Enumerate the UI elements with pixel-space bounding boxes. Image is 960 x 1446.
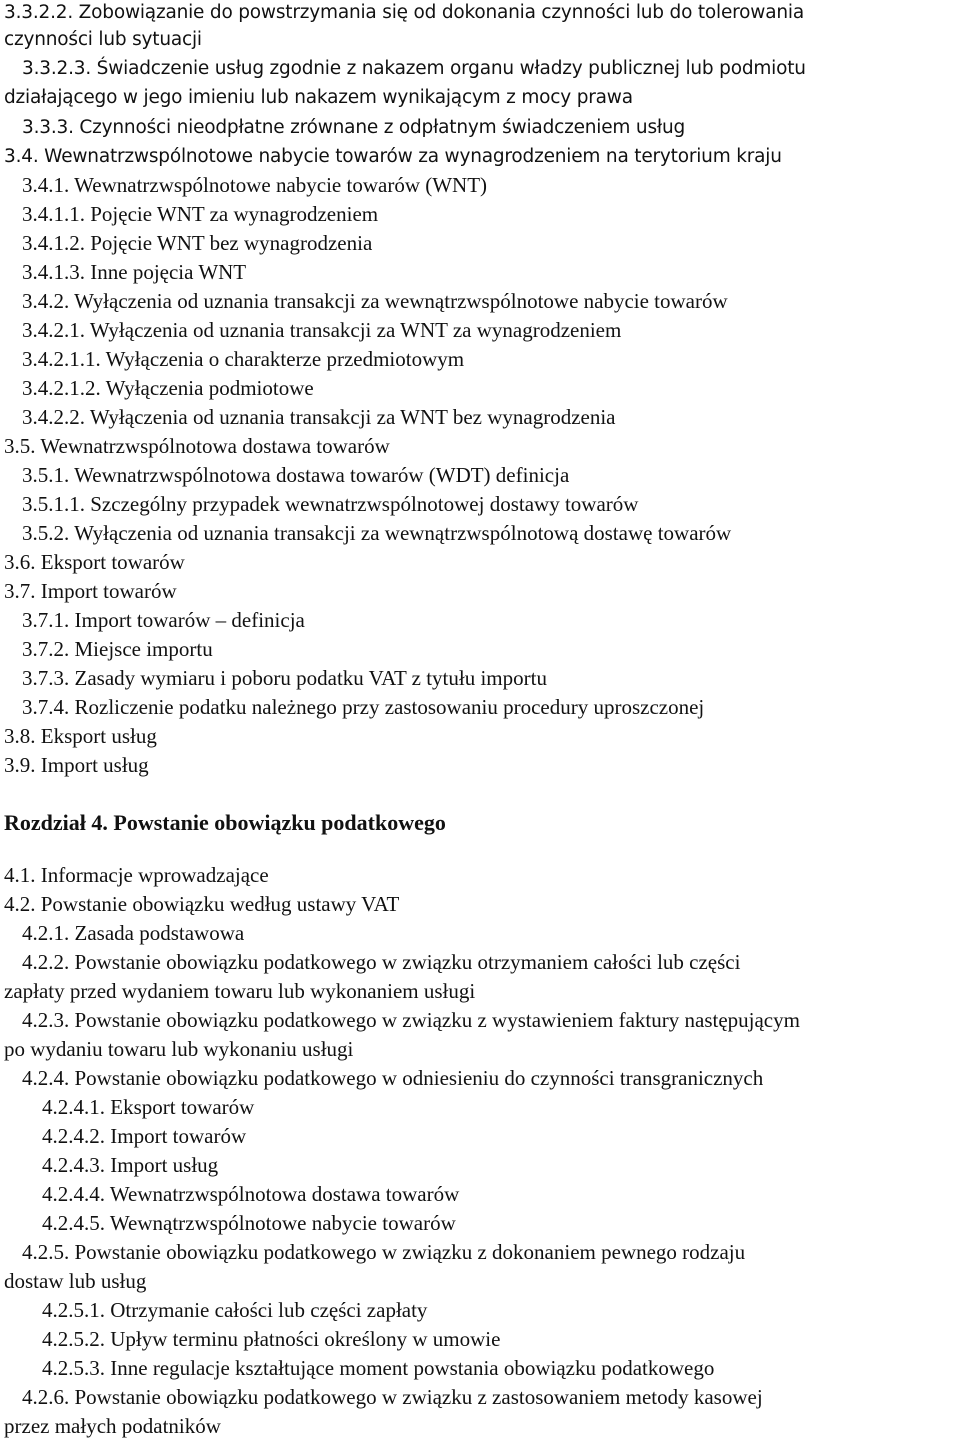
toc-entry: 4.2.2. Powstanie obowiązku podatkowego w związku otrzymaniem całości lub części — [22, 950, 741, 974]
toc-entry: 4.1. Informacje wprowadzające — [4, 863, 269, 887]
toc-entry: 3.4.2.1. Wyłączenia od uznania transakcji za WNT za wynagrodzeniem — [22, 318, 622, 342]
toc-entry: 4.2.4.5. Wewnątrzwspólnotowe nabycie towarów — [42, 1211, 456, 1235]
toc-entry-continuation: działającego w jego imieniu lub nakazem wynikającym z mocy prawa — [4, 87, 633, 108]
toc-entry: 4.2.3. Powstanie obowiązku podatkowego w związku z wystawieniem faktury następującym — [22, 1008, 800, 1032]
toc-entry: 4.2.5.3. Inne regulacje kształtujące moment powstania obowiązku podatkowego — [42, 1356, 715, 1380]
toc-entry: 3.6. Eksport towarów — [4, 550, 185, 574]
toc-entry: 3.5.2. Wyłączenia od uznania transakcji za wewnątrzwspólnotową dostawę towarów — [22, 521, 732, 545]
toc-entry-continuation: po wydaniu towaru lub wykonaniu usługi — [4, 1037, 354, 1061]
toc-entry: 3.5. Wewnatrzwspólnotowa dostawa towarów — [4, 434, 390, 458]
toc-entry-continuation: dostaw lub usług — [4, 1269, 147, 1293]
toc-entry: 4.2.4.4. Wewnatrzwspólnotowa dostawa towarów — [42, 1182, 460, 1206]
toc-entry: 3.3.3. Czynności nieodpłatne zrównane z odpłatnym świadczeniem usług — [22, 117, 686, 138]
toc-entry: 4.2.5. Powstanie obowiązku podatkowego w związku z dokonaniem pewnego rodzaju — [22, 1240, 746, 1264]
toc-entry-continuation: zapłaty przed wydaniem towaru lub wykonaniem usługi — [4, 979, 476, 1003]
toc-entry: 4.2.5.1. Otrzymanie całości lub części zapłaty — [42, 1298, 428, 1322]
toc-entry: 3.4.2.1.1. Wyłączenia o charakterze przedmiotowym — [22, 347, 465, 371]
toc-entry: 3.4.2.1.2. Wyłączenia podmiotowe — [22, 376, 314, 400]
toc-entry: 4.2.1. Zasada podstawowa — [22, 921, 245, 945]
toc-entry: 3.4. Wewnatrzwspólnotowe nabycie towarów za wynagrodzeniem na terytorium kraju — [4, 146, 782, 167]
toc-entry: 3.7.4. Rozliczenie podatku należnego przy zastosowaniu procedury uproszczonej — [22, 695, 705, 719]
toc-entry: 4.2.4.1. Eksport towarów — [42, 1095, 255, 1119]
toc-entry: 3.3.2.2. Zobowiązanie do powstrzymania się od dokonania czynności lub do tolerowania — [4, 2, 804, 23]
toc-entry-continuation: przez małych podatników — [4, 1414, 221, 1438]
chapter-heading: Rozdział 4. Powstanie obowiązku podatkowego — [4, 810, 446, 835]
toc-entry: 4.2.4. Powstanie obowiązku podatkowego w odniesieniu do czynności transgranicznych — [22, 1066, 764, 1090]
toc-entry: 4.2.6. Powstanie obowiązku podatkowego w związku z zastosowaniem metody kasowej — [22, 1385, 763, 1409]
toc-entry: 3.9. Import usług — [4, 753, 149, 777]
toc-entry: 4.2.4.3. Import usług — [42, 1153, 219, 1177]
toc-entry: 3.3.2.3. Świadczenie usług zgodnie z nakazem organu władzy publicznej lub podmiotu — [22, 58, 806, 79]
toc-entry: 4.2.5.2. Upływ terminu płatności określony w umowie — [42, 1327, 501, 1351]
toc-entry: 3.8. Eksport usług — [4, 724, 157, 748]
toc-entry: 3.5.1.1. Szczególny przypadek wewnatrzwspólnotowej dostawy towarów — [22, 492, 639, 516]
toc-entry: 3.7.1. Import towarów – definicja — [22, 608, 305, 632]
toc-entry: 3.7.3. Zasady wymiaru i poboru podatku VAT z tytułu importu — [22, 666, 547, 690]
toc-entry: 3.4.2. Wyłączenia od uznania transakcji za wewnątrzwspólnotowe nabycie towarów — [22, 289, 728, 313]
toc-entry: 3.4.1. Wewnatrzwspólnotowe nabycie towarów (WNT) — [22, 173, 488, 197]
toc-entry: 3.4.2.2. Wyłączenia od uznania transakcji za WNT bez wynagrodzenia — [22, 405, 616, 429]
toc-entry: 4.2.4.2. Import towarów — [42, 1124, 247, 1148]
toc-entry: 4.2. Powstanie obowiązku według ustawy VAT — [4, 892, 400, 916]
toc-entry: 3.7.2. Miejsce importu — [22, 637, 213, 661]
toc-entry: 3.7. Import towarów — [4, 579, 177, 603]
toc-entry-continuation: czynności lub sytuacji — [4, 29, 202, 50]
toc-entry: 3.4.1.2. Pojęcie WNT bez wynagrodzenia — [22, 231, 373, 255]
toc-entry: 3.5.1. Wewnatrzwspólnotowa dostawa towarów (WDT) definicja — [22, 463, 570, 487]
toc-entry: 3.4.1.1. Pojęcie WNT za wynagrodzeniem — [22, 202, 379, 226]
toc-entry: 3.4.1.3. Inne pojęcia WNT — [22, 260, 247, 284]
